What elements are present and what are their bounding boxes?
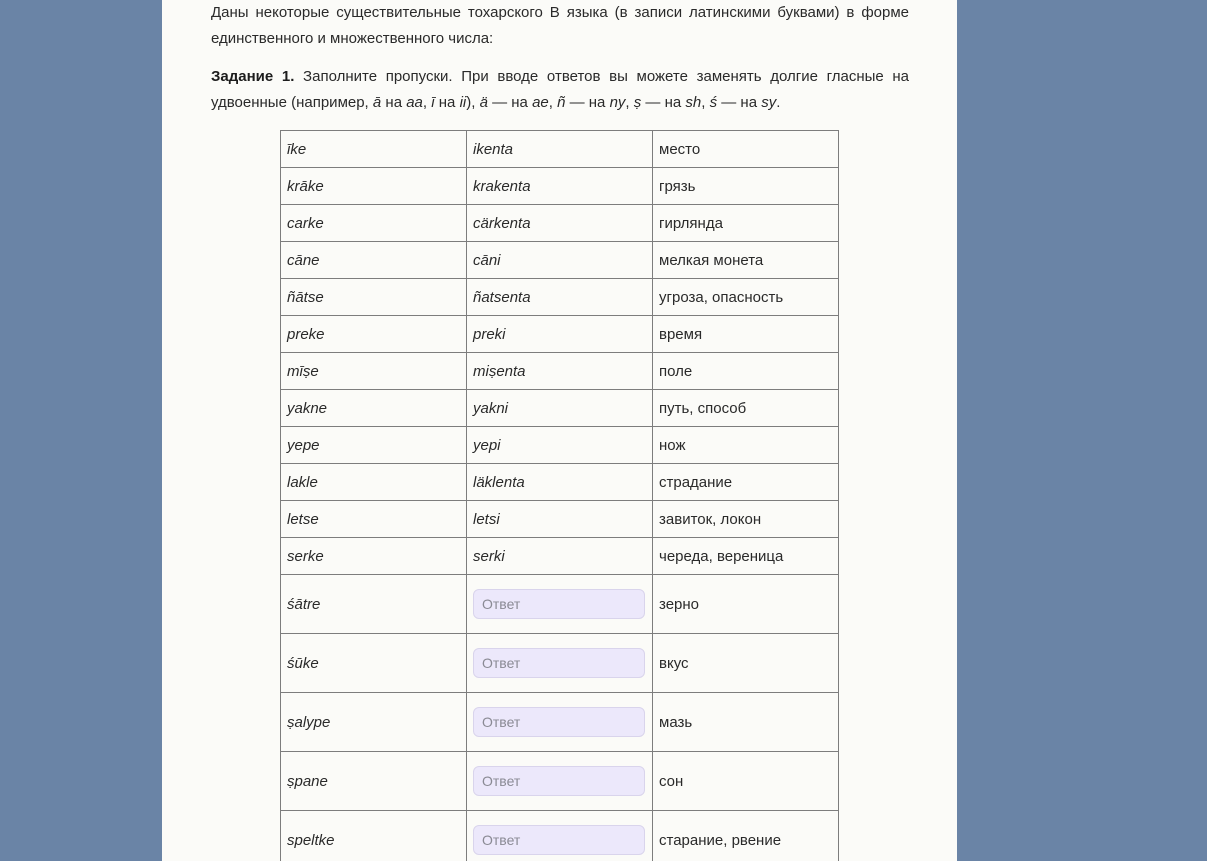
task-text: — на — [565, 94, 610, 111]
singular-cell: ṣalype — [281, 693, 467, 752]
table-row — [281, 501, 839, 538]
translation-cell: путь, способ — [653, 390, 839, 427]
answer-cell — [467, 634, 653, 693]
plural-cell: letsi — [467, 501, 653, 538]
singular-cell: mīṣe — [281, 353, 467, 390]
plural-cell: miṣenta — [467, 353, 653, 390]
task-text: ), — [466, 94, 480, 111]
example-replacement: sy — [761, 94, 777, 111]
table-row-input — [281, 634, 839, 693]
plural-cell: ñatsenta — [467, 279, 653, 316]
singular-cell: śūke — [281, 634, 467, 693]
plural-cell: yakni — [467, 390, 653, 427]
example-char: ā — [372, 94, 382, 111]
task-label: Задание 1. — [211, 68, 295, 85]
task-text: , — [422, 94, 432, 111]
table-row-input — [281, 693, 839, 752]
task-text: , — [548, 94, 558, 111]
example-char: ī — [431, 94, 435, 111]
singular-cell: carke — [281, 205, 467, 242]
example-char: ś — [709, 94, 718, 111]
task-text: , — [701, 94, 710, 111]
table-row — [281, 390, 839, 427]
table-row — [281, 279, 839, 316]
example-char: ä — [479, 94, 488, 111]
plural-cell: cāni — [467, 242, 653, 279]
answer-cell — [467, 752, 653, 811]
singular-cell: śātre — [281, 575, 467, 634]
table-row — [281, 427, 839, 464]
answer-input[interactable] — [473, 589, 645, 619]
words-table — [280, 130, 839, 861]
task-page — [162, 0, 957, 861]
example-replacement: ae — [532, 94, 549, 111]
example-replacement: ny — [609, 94, 626, 111]
translation-cell: страдание — [653, 464, 839, 501]
translation-cell: вкус — [653, 634, 839, 693]
task-text: на — [381, 94, 407, 111]
singular-cell: cāne — [281, 242, 467, 279]
intro-paragraph: Даны некоторые существительные тохарского В языка (в записи латинскими буквами) в форме единственного и множественного числа: — [211, 4, 909, 47]
task-text: — на — [641, 94, 686, 111]
singular-cell: ñātse — [281, 279, 467, 316]
singular-cell: letse — [281, 501, 467, 538]
singular-cell: preke — [281, 316, 467, 353]
example-char: ñ — [557, 94, 566, 111]
translation-cell: угроза, опасность — [653, 279, 839, 316]
table-row — [281, 464, 839, 501]
translation-cell: сон — [653, 752, 839, 811]
table-row — [281, 316, 839, 353]
answer-cell — [467, 575, 653, 634]
singular-cell: yepe — [281, 427, 467, 464]
task-text: . — [776, 94, 781, 111]
translation-cell: грязь — [653, 168, 839, 205]
table-row — [281, 242, 839, 279]
task-instructions — [211, 64, 909, 116]
translation-cell: гирлянда — [653, 205, 839, 242]
example-char: ṣ — [633, 94, 642, 111]
answer-input[interactable] — [473, 648, 645, 678]
singular-cell: yakne — [281, 390, 467, 427]
translation-cell: завиток, локон — [653, 501, 839, 538]
singular-cell: īke — [281, 131, 467, 168]
task-text: на — [434, 94, 460, 111]
task-text: Заполните пропуски. При вводе ответов вы можете заменять долгие гласные на удвоенные (например, — [211, 68, 910, 111]
translation-cell: время — [653, 316, 839, 353]
plural-cell: ikenta — [467, 131, 653, 168]
task-text: — на — [717, 94, 762, 111]
singular-cell: krāke — [281, 168, 467, 205]
singular-cell: speltke — [281, 811, 467, 861]
plural-cell: yepi — [467, 427, 653, 464]
plural-cell: serki — [467, 538, 653, 575]
table-row-input — [281, 752, 839, 811]
table-row — [281, 538, 839, 575]
answer-cell — [467, 693, 653, 752]
table-row — [281, 131, 839, 168]
translation-cell: старание, рвение — [653, 811, 839, 861]
example-replacement: sh — [685, 94, 702, 111]
answer-input[interactable] — [473, 707, 645, 737]
plural-cell: preki — [467, 316, 653, 353]
translation-cell: поле — [653, 353, 839, 390]
translation-cell: череда, вереница — [653, 538, 839, 575]
plural-cell: krakenta — [467, 168, 653, 205]
answer-input[interactable] — [473, 766, 645, 796]
table-row-input — [281, 575, 839, 634]
plural-cell: läklenta — [467, 464, 653, 501]
table-row — [281, 205, 839, 242]
translation-cell: мелкая монета — [653, 242, 839, 279]
singular-cell: serke — [281, 538, 467, 575]
table-row — [281, 353, 839, 390]
translation-cell: место — [653, 131, 839, 168]
translation-cell: мазь — [653, 693, 839, 752]
table-row — [281, 168, 839, 205]
singular-cell: lakle — [281, 464, 467, 501]
singular-cell: ṣpane — [281, 752, 467, 811]
task-text: , — [625, 94, 634, 111]
answer-cell — [467, 811, 653, 861]
example-replacement: aa — [406, 94, 423, 111]
answer-input[interactable] — [473, 825, 645, 855]
table-row-input — [281, 811, 839, 861]
translation-cell: зерно — [653, 575, 839, 634]
example-replacement: ii — [459, 94, 467, 111]
plural-cell: cärkenta — [467, 205, 653, 242]
translation-cell: нож — [653, 427, 839, 464]
task-text: — на — [487, 94, 533, 111]
